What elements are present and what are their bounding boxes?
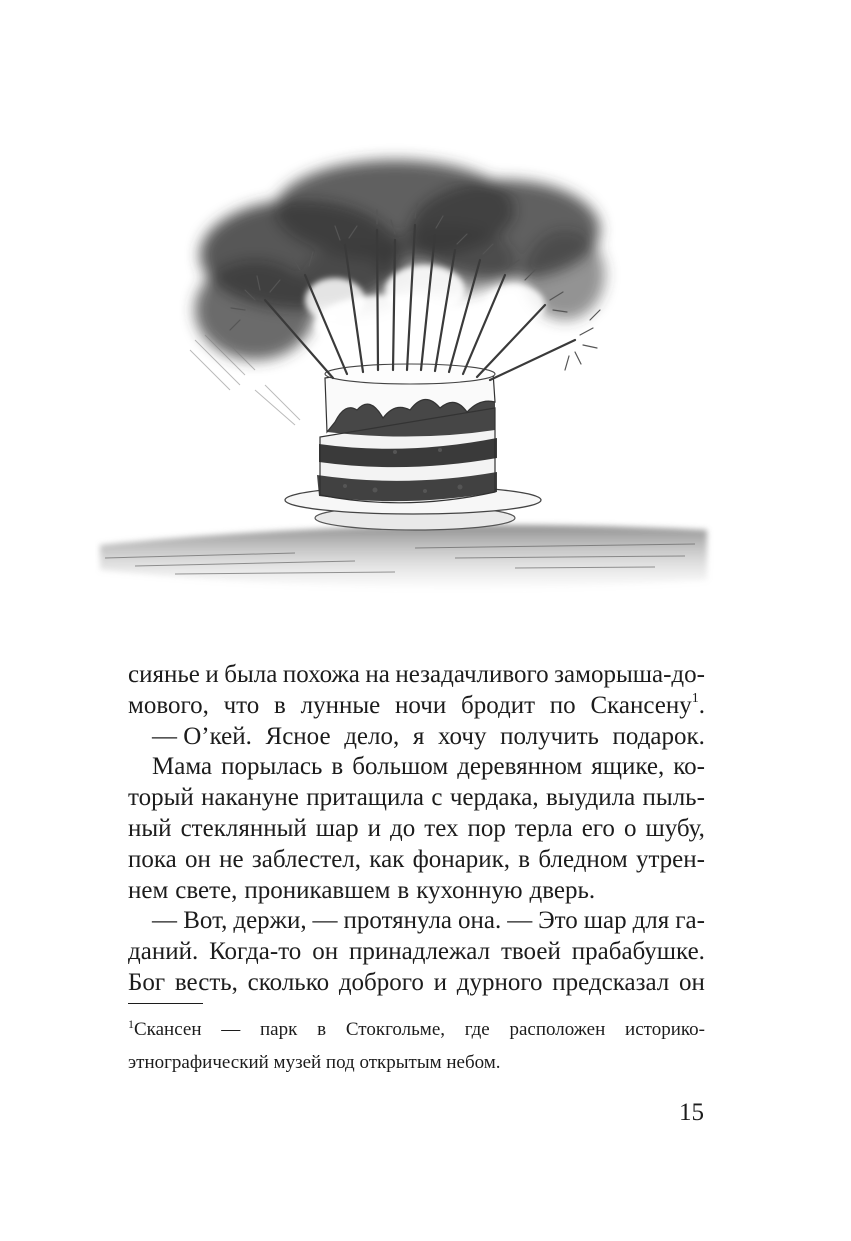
table-surface [100, 525, 707, 588]
footnote-word: парк [260, 1019, 298, 1040]
word: шар [315, 814, 359, 842]
word: выудила [545, 784, 636, 812]
word: Ясное [265, 722, 331, 750]
text-line [128, 722, 705, 753]
word: была [224, 661, 278, 688]
word: Это [538, 907, 578, 935]
word: бродит [460, 691, 536, 719]
word: ночи [395, 691, 447, 719]
word: дурного [456, 968, 543, 996]
word: мового, [128, 691, 209, 719]
word: в [274, 691, 286, 719]
footnote-word: $^1$Скансен [128, 1017, 202, 1040]
word: заморыша-до- [554, 661, 705, 688]
word: большом [352, 753, 449, 781]
word: что [223, 691, 260, 719]
word: пока [128, 845, 177, 873]
body-text [128, 660, 705, 999]
text-line [128, 814, 705, 845]
word: — [312, 907, 338, 935]
word: шубу, [645, 814, 705, 842]
footnote-word: Стокгольме, [345, 1019, 446, 1040]
word: лунные [300, 691, 381, 719]
text-line [128, 937, 705, 968]
word: сколько [247, 968, 330, 996]
word: ящике, [591, 753, 665, 781]
text-line [128, 876, 705, 907]
word: фонарик, [412, 845, 511, 873]
word: в [331, 753, 344, 781]
word: — Вот, [152, 907, 228, 935]
footnote-word: расположен [509, 1019, 606, 1040]
word: пор [467, 814, 506, 842]
word: чердака, [449, 784, 539, 812]
word: весть, [174, 968, 238, 996]
cake [317, 364, 497, 503]
word: по [549, 691, 576, 719]
word: предсказал [552, 968, 670, 996]
word: в [518, 845, 531, 873]
word: о [623, 814, 637, 842]
word: сиянье [128, 661, 200, 688]
word: Когда-то [209, 938, 302, 966]
word: Мама [152, 753, 213, 781]
word: свете, [175, 876, 238, 904]
word: даний. [128, 938, 199, 966]
word: Скансену$^1$. [590, 690, 705, 719]
word: накануне [201, 784, 299, 812]
word: утрен- [635, 845, 705, 873]
word: подарок. [612, 722, 705, 750]
word: он [312, 938, 339, 966]
text-line [128, 660, 705, 691]
footnote-number: 1 [128, 1017, 134, 1031]
word: и [433, 968, 448, 996]
word: дело, [344, 722, 400, 750]
footnote-marker: 1 [691, 690, 699, 706]
word: га- [675, 907, 705, 935]
word: шар [583, 907, 627, 935]
text-line [128, 783, 705, 814]
word: и [205, 661, 219, 688]
word: с [431, 784, 443, 812]
word: хочу [438, 722, 487, 750]
word: не [219, 845, 244, 873]
word: я [412, 722, 425, 750]
footnote-line [128, 1046, 705, 1079]
footnote-divider [128, 1003, 203, 1004]
text-line [128, 752, 705, 783]
word: принадлежал [349, 938, 491, 966]
word: прабабушке. [571, 938, 705, 966]
word: она. [457, 907, 502, 935]
word: ко- [673, 753, 705, 781]
footnote-word: в [317, 1019, 327, 1040]
word: он [679, 968, 705, 996]
footnote-text: этнографический музей под открытым небом. [128, 1052, 501, 1073]
word: доброго [338, 968, 424, 996]
word: кухонную [416, 876, 523, 904]
word: на [365, 661, 390, 688]
word: как [369, 845, 405, 873]
word: пыль- [642, 784, 705, 812]
word: нем [128, 876, 169, 904]
word: притащила [306, 784, 424, 812]
word: и [367, 814, 382, 842]
word: порылась [221, 753, 323, 781]
word: его [581, 814, 615, 842]
word: тех [424, 814, 459, 842]
word: получить [500, 722, 599, 750]
word: проникавшем [244, 876, 391, 904]
word: терла [514, 814, 573, 842]
word: незадачливого [395, 661, 549, 688]
page-number: 15 [679, 1099, 704, 1126]
word: бледном [538, 845, 628, 873]
word: — О’кей. [152, 722, 252, 750]
word: деревянном [457, 753, 583, 781]
word: Бог [128, 968, 166, 996]
word: держи, [233, 907, 307, 935]
text-line [128, 968, 705, 999]
text-line [128, 906, 705, 937]
word: заблестел, [251, 845, 362, 873]
word: он [185, 845, 211, 873]
footnote [128, 1013, 705, 1079]
word: в [397, 876, 410, 904]
footnote-word: — [221, 1019, 241, 1040]
cake-illustration [95, 140, 715, 620]
word: для [632, 907, 670, 935]
footnote-word: историко- [625, 1019, 705, 1040]
word: — [507, 907, 533, 935]
word: до [390, 814, 416, 842]
text-line [128, 691, 705, 722]
word: дверь. [529, 876, 596, 904]
text-line [128, 845, 705, 876]
word: похожа [282, 661, 360, 688]
word: торый [128, 784, 194, 812]
word: ный [128, 814, 172, 842]
word: твоей [501, 938, 561, 966]
footnote-word: где [464, 1019, 490, 1040]
word: стеклянный [180, 814, 307, 842]
word: протянула [343, 907, 453, 935]
footnote-line [128, 1013, 705, 1046]
